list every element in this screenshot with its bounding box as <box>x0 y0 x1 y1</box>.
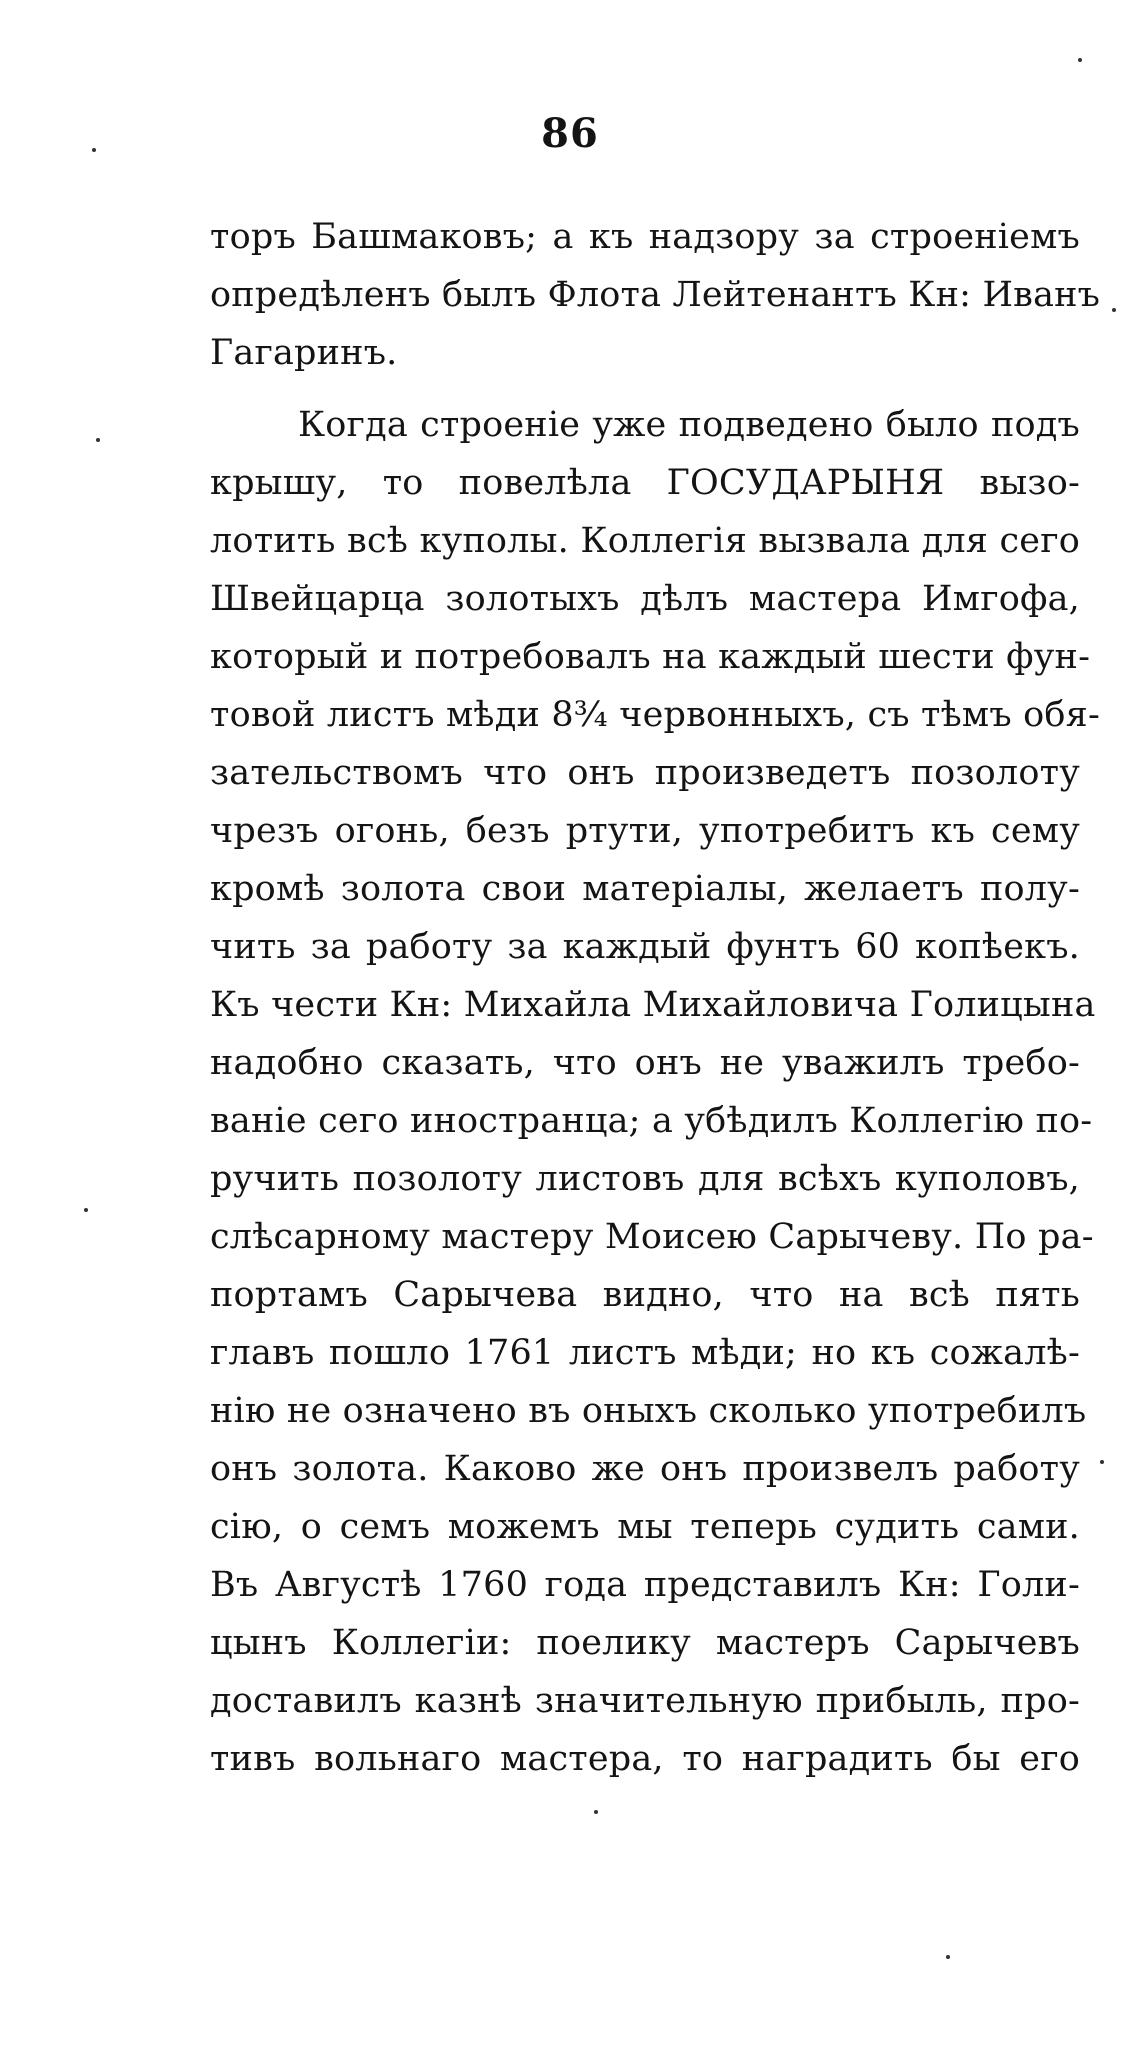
text-line: ваніе сего иностранца; а убѣдилъ Коллегію по- <box>210 1101 1093 1141</box>
text-line: тивъ вольнаго мастера, то наградить бы его <box>210 1739 1080 1779</box>
text-line: Когда строеніе уже подведено было подъ <box>298 405 1080 445</box>
scan-speck <box>92 148 96 152</box>
text-line: который и потребовалъ на каждый шести фун- <box>210 637 1091 677</box>
text-line: доставилъ казнѣ значительную прибыль, про- <box>210 1681 1080 1721</box>
text-line: опредѣленъ былъ Флота Лейтенантъ Кн: Иванъ <box>210 275 1101 315</box>
text-line: онъ золота. Каково же онъ произвелъ работу <box>210 1449 1080 1489</box>
text-line: зательствомъ что онъ произведетъ позолоту <box>210 753 1080 793</box>
text-line: сію, о семъ можемъ мы теперь судить сами. <box>210 1507 1080 1547</box>
text-line: лотить всѣ куполы. Коллегія вызвала для сего <box>210 521 1080 561</box>
page-number: 86 <box>541 110 599 157</box>
text-line: ручить позолоту листовъ для всѣхъ куполовъ, <box>210 1159 1080 1199</box>
text-line: товой листъ мѣди 8¾ червонныхъ, съ тѣмъ обя- <box>210 695 1100 735</box>
text-line: чрезъ огонь, безъ ртути, употребитъ къ сему <box>210 811 1080 851</box>
text-line: портамъ Сарычева видно, что на всѣ пять <box>210 1275 1080 1315</box>
text-line: главъ пошло 1761 листъ мѣди; но къ сожалѣ- <box>210 1333 1080 1373</box>
paragraph-gap <box>210 382 1080 396</box>
text-line: слѣсарному мастеру Моисею Сарычеву. По ра- <box>210 1217 1094 1257</box>
text-line: цынъ Коллегіи: поелику мастеръ Сарычевъ <box>210 1623 1080 1663</box>
body-text <box>210 208 1101 1788</box>
text-line: Гагаринъ. <box>210 333 398 373</box>
scan-speck <box>594 1810 598 1814</box>
scan-speck <box>1112 308 1116 312</box>
text-line: чить за работу за каждый фунтъ 60 копѣекъ. <box>210 927 1080 967</box>
text-line: надобно сказать, что онъ не уважилъ требо- <box>210 1043 1080 1083</box>
scan-speck <box>1100 1460 1104 1464</box>
text-line: кромѣ золота свои матеріалы, желаетъ полу- <box>210 869 1080 909</box>
text-line: Швейцарца золотыхъ дѣлъ мастера Имгофа, <box>210 579 1080 619</box>
scan-speck <box>84 1208 88 1212</box>
text-line: Въ Августѣ 1760 года представилъ Кн: Голи- <box>210 1565 1080 1605</box>
text-line: Къ чести Кн: Михайла Михайловича Голицына <box>210 985 1096 1025</box>
scan-speck <box>96 438 100 442</box>
text-line: крышу, то повелѣла ГОСУДАРЫНЯ вызо- <box>210 463 1080 503</box>
scan-speck <box>1078 58 1082 62</box>
text-line: нію не означено въ оныхъ сколько употребилъ <box>210 1391 1087 1431</box>
scan-speck <box>946 1955 950 1959</box>
text-line: торъ Башмаковъ; а къ надзору за строеніемъ <box>210 217 1080 257</box>
